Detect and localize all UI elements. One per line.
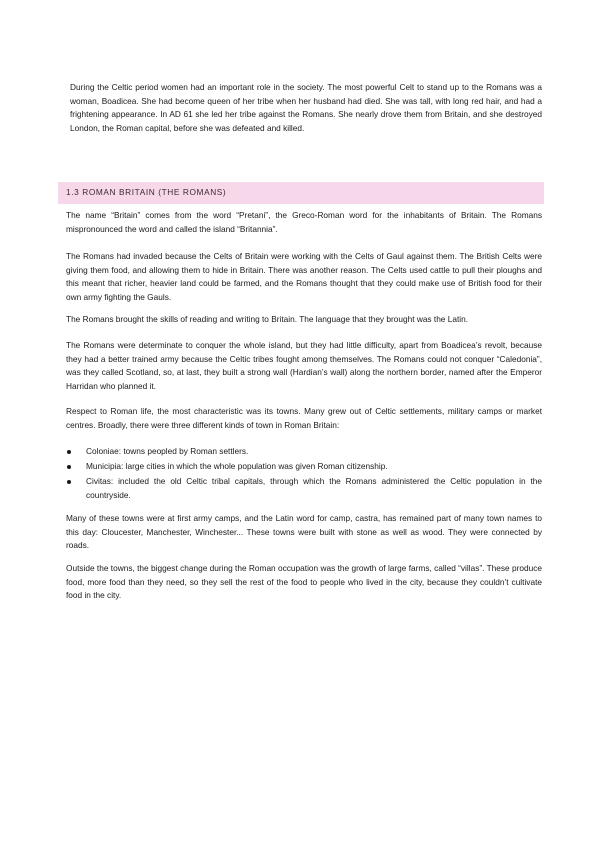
- town-types-list: [66, 445, 542, 504]
- paragraph-towns-intro: Respect to Roman life, the most characteristic was its towns. Many grew out of Celtic settlements, military camps or market centres. Broadly, there were three different kinds of town in Roman Britain:: [66, 406, 542, 430]
- bullet-icon: [67, 465, 71, 469]
- bullet-icon: [67, 450, 71, 454]
- paragraph-town-names: Many of these towns were at first army camps, and the Latin word for camp, castra, has remained part of many town names to this day: Cloucester, Manchester, Winchester... These towns were built with stone as well as wood. They were connected by roads.: [66, 513, 542, 551]
- paragraph-invasion: The Romans had invaded because the Celts of Britain were working with the Celts of Gaul against them. The British Celts were giving them food, and allowing them to hide in Britain. There was another reason. The Celts used cattle to pull their ploughs and this meant that richer, heavier land could be farmed, and the Romans thought that they could make use of British food for their own army fighting the Gauls.: [66, 251, 542, 302]
- paragraph-britain-name: The name “Britain” comes from the word “Pretani”, the Greco-Roman word for the inhabitants of Britain. The Romans mispronounced the word and called the island “Britannia”.: [66, 210, 542, 234]
- list-item: Coloniae: towns peopled by Roman settlers.: [66, 445, 542, 459]
- intro-paragraph: During the Celtic period women had an important role in the society. The most powerful Celt to stand up to the Romans was a woman, Boadicea. She had become queen of her tribe when her husband had died. She was tall, with long red hair, and had a frightening appearance. In AD 61 she led her tribe against the Romans. She nearly drove them from Britain, and she destroyed London, the Roman capital, before she was defeated and killed.: [70, 82, 542, 133]
- bullet-icon: [67, 480, 71, 484]
- list-item: Civitas: included the old Celtic tribal capitals, through which the Romans administered the Celtic population in the countryside.: [66, 475, 542, 502]
- list-item: Municipia: large cities in which the whole population was given Roman citizenship.: [66, 460, 542, 474]
- section-heading: 1.3 ROMAN BRITAIN (THE ROMANS): [66, 187, 227, 198]
- paragraph-conquest: The Romans were determinate to conquer the whole island, but they had little difficulty, apart from Boadicea’s revolt, because they had a better trained army because the Celtic tribes fought among themselves. The Romans could not conquer “Caledonia”, was they called Scotland, so, at last, they built a strong wall (Hardian’s wall) along the northern border, named after the Emperor Harridan who planned it.: [66, 340, 542, 391]
- section-heading-bar: [58, 182, 544, 204]
- paragraph-villas: Outside the towns, the biggest change during the Roman occupation was the growth of large farms, called “villas”. These produce food, more food than they need, so they sell the rest of the food to people who lived in the city, because they couldn’t cultivate food in the city.: [66, 563, 542, 601]
- paragraph-reading-writing: The Romans brought the skills of reading and writing to Britain. The language that they brought was the Latin.: [66, 314, 469, 324]
